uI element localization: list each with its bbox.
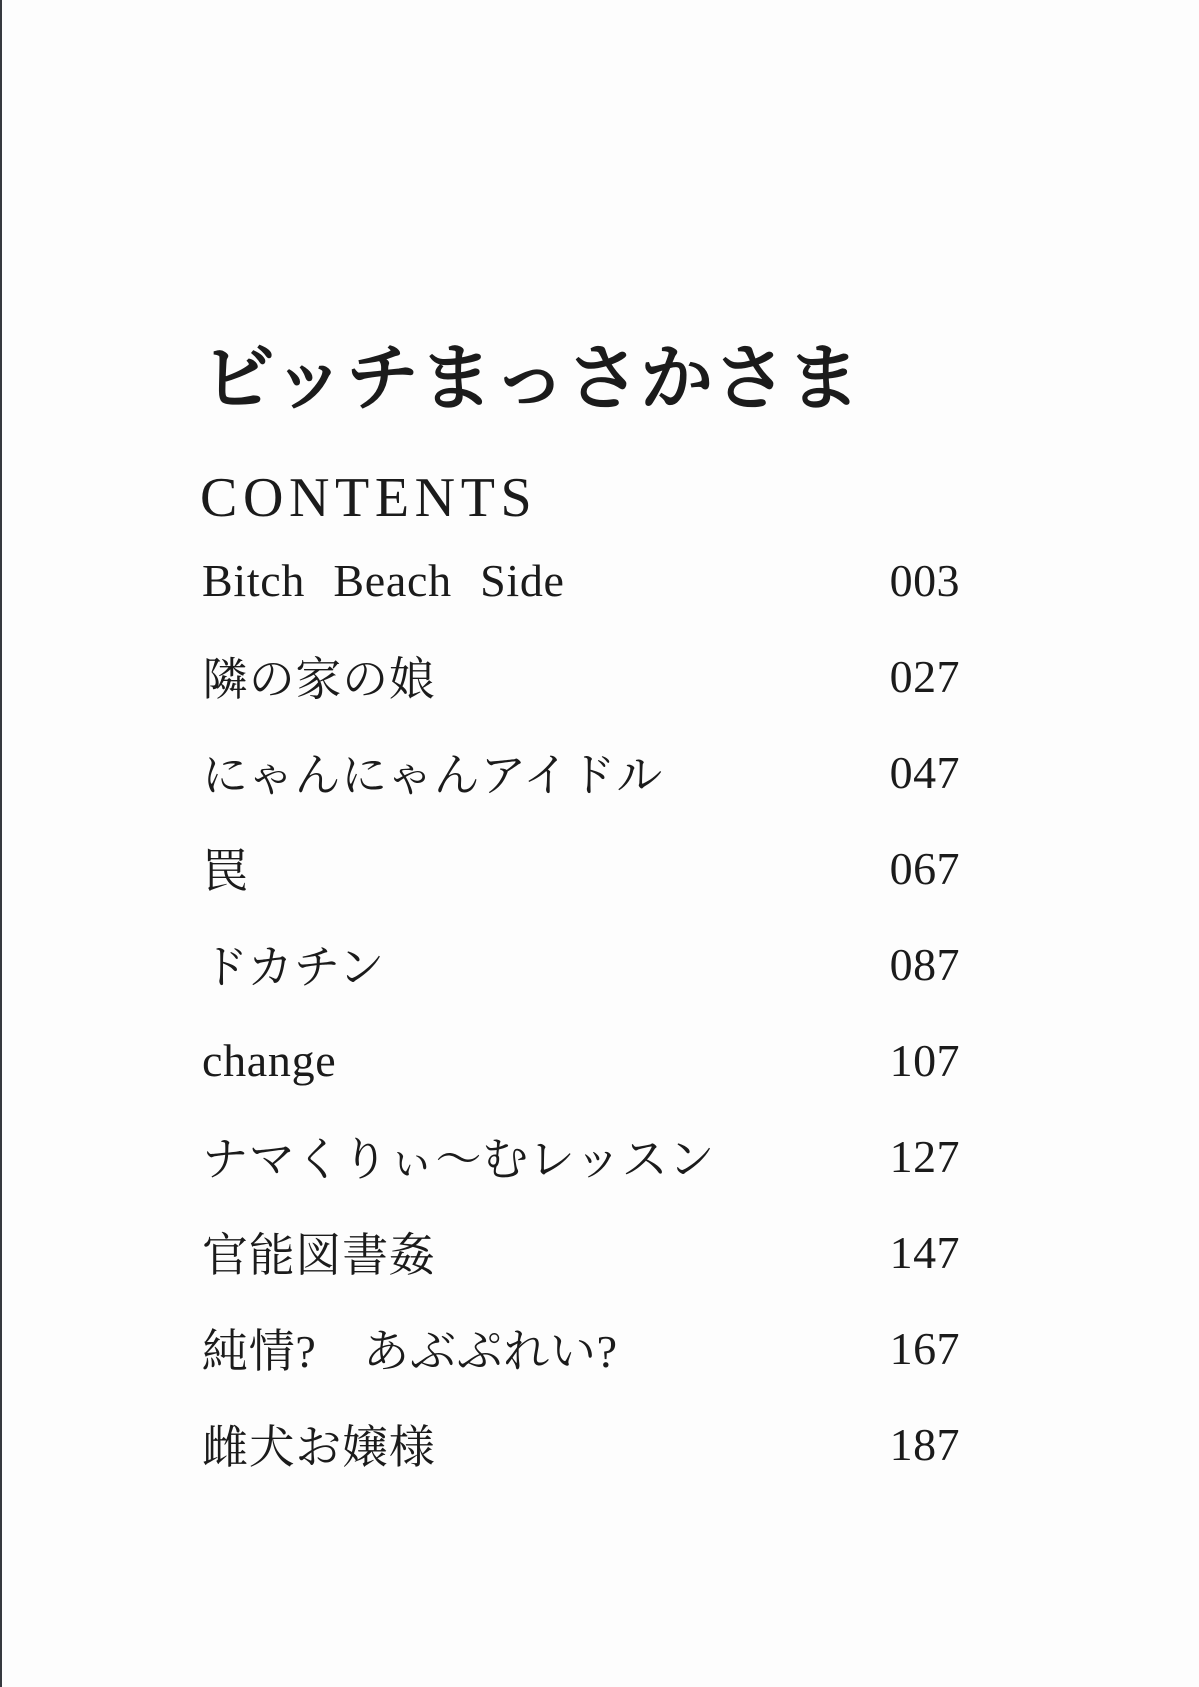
toc-entry-page: 167	[889, 1322, 960, 1374]
toc-list	[202, 532, 960, 1492]
toc-entry-page: 067	[889, 842, 960, 894]
toc-entry-label: ドカチン	[202, 942, 386, 993]
toc-entry-page: 027	[889, 650, 960, 702]
toc-row	[202, 1204, 960, 1300]
toc-entry-page: 147	[889, 1226, 960, 1278]
book-title: ビッチまっさかさま	[202, 337, 861, 419]
toc-entry-page: 187	[889, 1418, 960, 1470]
toc-row	[202, 916, 960, 1012]
toc-entry-label: 官能図書姦	[202, 1230, 436, 1281]
toc-entry-label: 隣の家の娘	[202, 654, 436, 705]
toc-row	[202, 1108, 960, 1204]
toc-entry-label: 罠	[202, 846, 249, 897]
toc-entry-page: 087	[889, 938, 960, 990]
toc-row	[202, 1012, 960, 1108]
toc-row	[202, 1396, 960, 1492]
toc-row	[202, 532, 960, 628]
toc-entry-page: 003	[889, 554, 960, 606]
scan-edge-line	[0, 0, 2, 1687]
toc-entry-page: 047	[889, 746, 960, 798]
toc-row	[202, 1300, 960, 1396]
toc-entry-label: 純情? あぶぷれい?	[202, 1326, 618, 1377]
toc-entry-label: 雌犬お嬢様	[202, 1422, 436, 1473]
toc-row	[202, 820, 960, 916]
toc-row	[202, 628, 960, 724]
toc-entry-page: 107	[889, 1034, 960, 1086]
contents-heading: CONTENTS	[200, 467, 538, 530]
toc-entry-label: change	[202, 1034, 337, 1086]
toc-entry-label: ナマくりぃ〜むレッスン	[202, 1134, 716, 1185]
toc-entry-page: 127	[889, 1130, 960, 1182]
toc-row	[202, 724, 960, 820]
toc-entry-label: Bitch Beach Side	[202, 554, 565, 606]
toc-entry-label: にゃんにゃんアイドル	[202, 750, 663, 801]
